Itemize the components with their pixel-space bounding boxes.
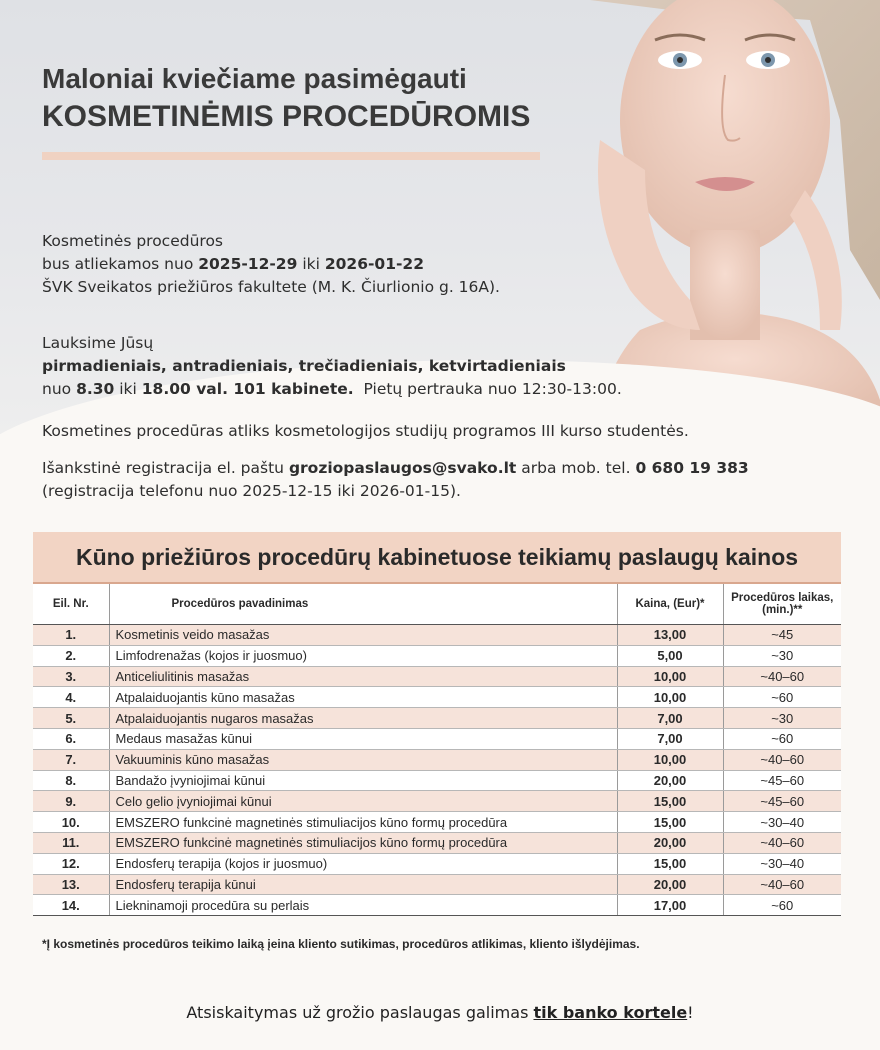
procedure-time: ~40–60 xyxy=(723,832,841,853)
title-underline xyxy=(42,152,540,160)
registration-info: Išankstinė registracija el. paštu groziopaslaugos@svako.lt arba mob. tel. 0 680 19 383 (registracija telefonu nuo 2025-12-15 iki 2026-01-15). xyxy=(42,457,749,503)
row-number: 12. xyxy=(33,853,109,874)
procedure-time: ~30 xyxy=(723,708,841,729)
table-row xyxy=(33,728,841,749)
row-number: 10. xyxy=(33,812,109,833)
payment-note: Atsiskaitymas už grožio paslaugas galimas tik banko kortele! xyxy=(186,1003,694,1022)
table-row xyxy=(33,895,841,916)
procedure-name: Bandažo įvyniojimai kūnui xyxy=(109,770,617,791)
procedure-name: Liekninamoji procedūra su perlais xyxy=(109,895,617,916)
procedure-time: ~30 xyxy=(723,645,841,666)
procedure-name: Atpalaiduojantis nugaros masažas xyxy=(109,708,617,729)
procedure-price: 10,00 xyxy=(617,687,723,708)
payment-method: tik banko kortele xyxy=(533,1003,688,1022)
procedure-price: 20,00 xyxy=(617,832,723,853)
table-row xyxy=(33,874,841,895)
procedure-time: ~45–60 xyxy=(723,770,841,791)
procedure-name: Endosferų terapija kūnui xyxy=(109,874,617,895)
procedure-time: ~60 xyxy=(723,895,841,916)
table-row xyxy=(33,749,841,770)
row-number: 11. xyxy=(33,832,109,853)
registration-note: (registracija telefonu nuo 2025-12-15 iki 2026-01-15). xyxy=(42,482,461,500)
price-table-section xyxy=(33,532,841,916)
info-lunch: Pietų pertrauka nuo 12:30-13:00. xyxy=(363,380,622,398)
procedure-price: 15,00 xyxy=(617,853,723,874)
procedure-name: Kosmetinis veido masažas xyxy=(109,625,617,646)
procedure-name: Celo gelio įvyniojimai kūnui xyxy=(109,791,617,812)
procedure-time: ~30–40 xyxy=(723,812,841,833)
procedure-time: ~40–60 xyxy=(723,874,841,895)
price-table xyxy=(33,584,841,916)
row-number: 6. xyxy=(33,728,109,749)
date-from: 2025-12-29 xyxy=(198,255,298,273)
procedure-time: ~40–60 xyxy=(723,666,841,687)
title-line2: KOSMETINĖMIS PROCEDŪROMIS xyxy=(42,100,531,133)
procedure-name: EMSZERO funkcinė magnetinės stimuliacijos kūno formų procedūra xyxy=(109,832,617,853)
row-number: 9. xyxy=(33,791,109,812)
row-number: 4. xyxy=(33,687,109,708)
header-price: Kaina, (Eur)* xyxy=(617,584,723,625)
row-number: 3. xyxy=(33,666,109,687)
page-title xyxy=(42,60,530,136)
procedure-price: 20,00 xyxy=(617,770,723,791)
date-to: 2026-01-22 xyxy=(324,255,424,273)
email-link[interactable]: groziopaslaugos@svako.lt xyxy=(288,459,517,477)
price-table-title: Kūno priežiūros procedūrų kabinetuose teikiamų paslaugų kainos xyxy=(33,532,841,584)
procedure-price: 15,00 xyxy=(617,812,723,833)
info-location: ŠVK Sveikatos priežiūros fakultete (M. K. Čiurlionio g. 16A). xyxy=(42,278,500,296)
table-row xyxy=(33,687,841,708)
procedure-name: Anticeliulitinis masažas xyxy=(109,666,617,687)
procedure-name: Atpalaiduojantis kūno masažas xyxy=(109,687,617,708)
procedure-time: ~30–40 xyxy=(723,853,841,874)
procedure-name: EMSZERO funkcinė magnetinės stimuliacijos kūno formų procedūra xyxy=(109,812,617,833)
procedure-price: 5,00 xyxy=(617,645,723,666)
table-row xyxy=(33,832,841,853)
table-row xyxy=(33,791,841,812)
procedure-time: ~45–60 xyxy=(723,791,841,812)
header-nr: Eil. Nr. xyxy=(33,584,109,625)
table-row xyxy=(33,853,841,874)
footnote: *Į kosmetinės procedūros teikimo laiką įeina kliento sutikimas, procedūros atlikimas, kliento išlydėjimas. xyxy=(42,937,640,951)
info-days: pirmadieniais, antradieniais, trečiadieniais, ketvirtadieniais xyxy=(42,357,566,375)
procedure-name: Medaus masažas kūnui xyxy=(109,728,617,749)
procedure-time: ~60 xyxy=(723,687,841,708)
procedure-price: 13,00 xyxy=(617,625,723,646)
table-row xyxy=(33,666,841,687)
header-name: Procedūros pavadinimas xyxy=(109,584,617,625)
schedule-info xyxy=(42,332,622,401)
info-line4: Lauksime Jūsų xyxy=(42,334,154,352)
row-number: 13. xyxy=(33,874,109,895)
procedure-price: 17,00 xyxy=(617,895,723,916)
procedure-price: 15,00 xyxy=(617,791,723,812)
row-number: 14. xyxy=(33,895,109,916)
header-time: Procedūros laikas, (min.)** xyxy=(723,584,841,625)
procedure-price: 10,00 xyxy=(617,666,723,687)
table-row xyxy=(33,812,841,833)
procedure-time: ~45 xyxy=(723,625,841,646)
table-row xyxy=(33,645,841,666)
info-hours: nuo 8.30 iki 18.00 val. 101 kabinete. Pietų pertrauka nuo 12:30-13:00. xyxy=(42,380,622,398)
procedure-price: 7,00 xyxy=(617,708,723,729)
procedure-price: 10,00 xyxy=(617,749,723,770)
table-row xyxy=(33,770,841,791)
row-number: 2. xyxy=(33,645,109,666)
procedure-time: ~40–60 xyxy=(723,749,841,770)
procedure-name: Endosferų terapija (kojos ir juosmuo) xyxy=(109,853,617,874)
procedure-name: Vakuuminis kūno masažas xyxy=(109,749,617,770)
row-number: 8. xyxy=(33,770,109,791)
table-row xyxy=(33,625,841,646)
procedure-time: ~60 xyxy=(723,728,841,749)
row-number: 5. xyxy=(33,708,109,729)
procedure-name: Limfodrenažas (kojos ir juosmuo) xyxy=(109,645,617,666)
students-info: Kosmetines procedūras atliks kosmetologijos studijų programos III kurso studentės. xyxy=(42,422,689,440)
table-row xyxy=(33,708,841,729)
phone-number[interactable]: 0 680 19 383 xyxy=(635,459,749,477)
table-header-row xyxy=(33,584,841,625)
procedure-price: 7,00 xyxy=(617,728,723,749)
procedure-price: 20,00 xyxy=(617,874,723,895)
row-number: 1. xyxy=(33,625,109,646)
title-line1: Maloniai kviečiame pasimėgauti xyxy=(42,63,467,94)
row-number: 7. xyxy=(33,749,109,770)
dates-info xyxy=(42,230,500,299)
info-line2: bus atliekamos nuo 2025-12-29 iki 2026-01-22 xyxy=(42,255,424,273)
info-line1: Kosmetinės procedūros xyxy=(42,232,223,250)
